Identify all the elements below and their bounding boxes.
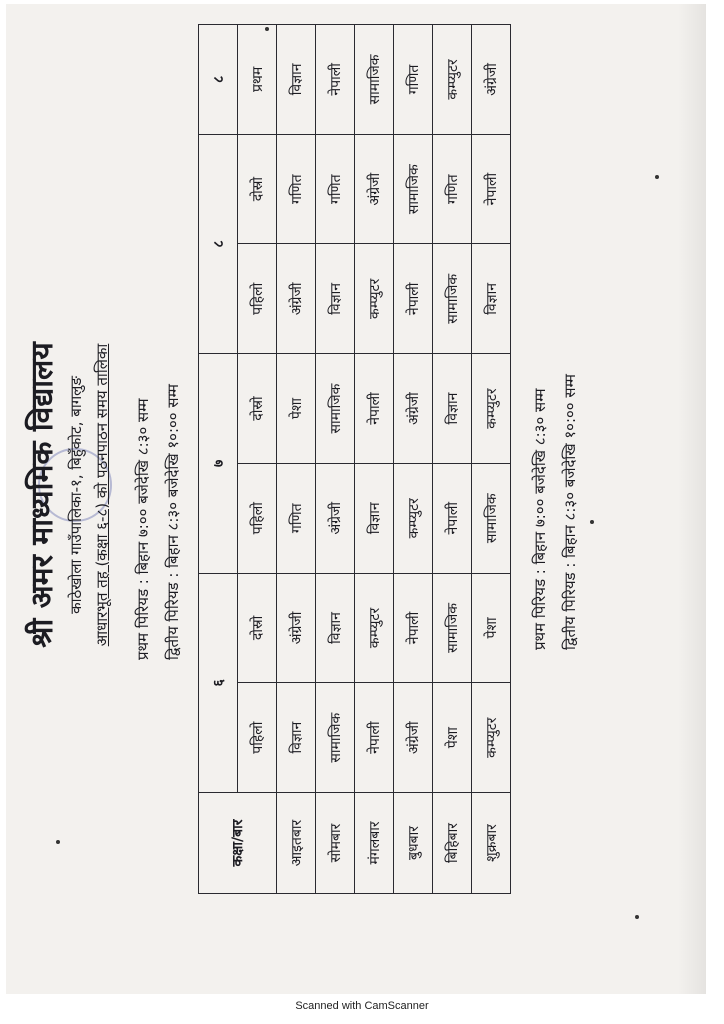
subject-cell: गणित: [316, 134, 355, 244]
subject-cell: विज्ञान: [433, 354, 472, 464]
scan-speck: [635, 915, 639, 919]
subject-cell: कम्प्युटर: [433, 25, 472, 135]
subject-cell: नेपाली: [394, 244, 433, 354]
subject-cell: सामाजिक: [316, 683, 355, 793]
day-cell: मंगलबार: [355, 793, 394, 894]
subject-cell: कम्प्युटर: [472, 354, 511, 464]
period-label: पहिलो: [238, 463, 277, 573]
period-label: पहिलो: [238, 244, 277, 354]
timetable-title: आधारभूत तह (कक्षा ६-८) को पठनपाठन समय तालिका: [93, 343, 111, 647]
subject-cell: गणित: [277, 463, 316, 573]
first-period-time-repeat: प्रथम पिरियड : बिहान ७:०० बजेदेखि ८:३० सम्म: [531, 388, 549, 650]
school-name: श्री अमर माध्यमिक विद्यालय: [25, 342, 60, 648]
class-header-row: [199, 25, 238, 894]
subject-cell: सामाजिक: [355, 25, 394, 135]
scan-speck: [655, 175, 659, 179]
table-row: [394, 25, 433, 894]
subject-cell: अंग्रेजी: [277, 573, 316, 683]
subject-cell: नेपाली: [355, 683, 394, 793]
table-row: [277, 25, 316, 894]
period-label: प्रथम: [238, 25, 277, 135]
subject-cell: सामाजिक: [472, 463, 511, 573]
class-8-header: ८: [199, 134, 238, 353]
second-period-time: द्वितीय पिरियड : बिहान ८:३० बजेदेखि १०:०० सम्म: [164, 384, 182, 660]
subject-cell: पेशा: [433, 683, 472, 793]
second-period-time-repeat: द्वितीय पिरियड : बिहान ८:३० बजेदेखि १०:०० सम्म: [561, 374, 579, 650]
day-cell: बिहिबार: [433, 793, 472, 894]
subject-cell: विज्ञान: [277, 25, 316, 135]
subject-cell: गणित: [277, 134, 316, 244]
subject-cell: गणित: [394, 25, 433, 135]
subject-cell: नेपाली: [472, 134, 511, 244]
subject-cell: अंग्रेजी: [394, 683, 433, 793]
school-address: काठेखोला गाउँपालिका-१, बिहुँकोट, बागलुङ: [67, 376, 85, 614]
subject-cell: अंग्रेजी: [472, 25, 511, 135]
subject-cell: सामाजिक: [394, 134, 433, 244]
subject-cell: अंग्रेजी: [394, 354, 433, 464]
subject-cell: नेपाली: [355, 354, 394, 464]
scan-speck: [56, 840, 60, 844]
subject-cell: अंग्रेजी: [277, 244, 316, 354]
subject-cell: विज्ञान: [316, 573, 355, 683]
subject-cell: विज्ञान: [472, 244, 511, 354]
table-row: [433, 25, 472, 894]
first-period-time: प्रथम पिरियड : बिहान ७:०० बजेदेखि ८:३० सम्म: [134, 398, 152, 660]
timetable-body: [277, 25, 511, 894]
corner-cell: कक्षा/बार: [199, 793, 277, 894]
period-header-row: [238, 25, 277, 894]
subject-cell: कम्प्युटर: [394, 463, 433, 573]
class-8-extra-header: ८: [199, 25, 238, 135]
period-label: दोस्रो: [238, 573, 277, 683]
subject-cell: नेपाली: [394, 573, 433, 683]
subject-cell: पेशा: [472, 573, 511, 683]
subject-cell: सामाजिक: [316, 354, 355, 464]
scan-speck: [590, 520, 594, 524]
day-cell: आइतबार: [277, 793, 316, 894]
day-cell: सोमबार: [316, 793, 355, 894]
subject-cell: नेपाली: [433, 463, 472, 573]
day-cell: बुधबार: [394, 793, 433, 894]
class-7-header: ७: [199, 354, 238, 573]
scanner-watermark: Scanned with CamScanner: [295, 1000, 429, 1012]
period-label: दोस्रो: [238, 134, 277, 244]
subject-cell: कम्प्युटर: [355, 244, 394, 354]
subject-cell: अंग्रेजी: [355, 134, 394, 244]
table-row: [316, 25, 355, 894]
subject-cell: गणित: [433, 134, 472, 244]
timetable: [198, 24, 511, 894]
class-6-header: ६: [199, 573, 238, 792]
subject-cell: विज्ञान: [316, 244, 355, 354]
subject-cell: कम्प्युटर: [472, 683, 511, 793]
subject-cell: नेपाली: [316, 25, 355, 135]
table-row: [355, 25, 394, 894]
subject-cell: अंग्रेजी: [316, 463, 355, 573]
period-label: पहिलो: [238, 683, 277, 793]
subject-cell: सामाजिक: [433, 244, 472, 354]
subject-cell: विज्ञान: [355, 463, 394, 573]
subject-cell: सामाजिक: [433, 573, 472, 683]
scan-speck: [265, 27, 269, 31]
subject-cell: कम्प्युटर: [355, 573, 394, 683]
day-cell: शुक्रबार: [472, 793, 511, 894]
subject-cell: पेशा: [277, 354, 316, 464]
table-row: [472, 25, 511, 894]
subject-cell: विज्ञान: [277, 683, 316, 793]
period-label: दोस्रो: [238, 354, 277, 464]
